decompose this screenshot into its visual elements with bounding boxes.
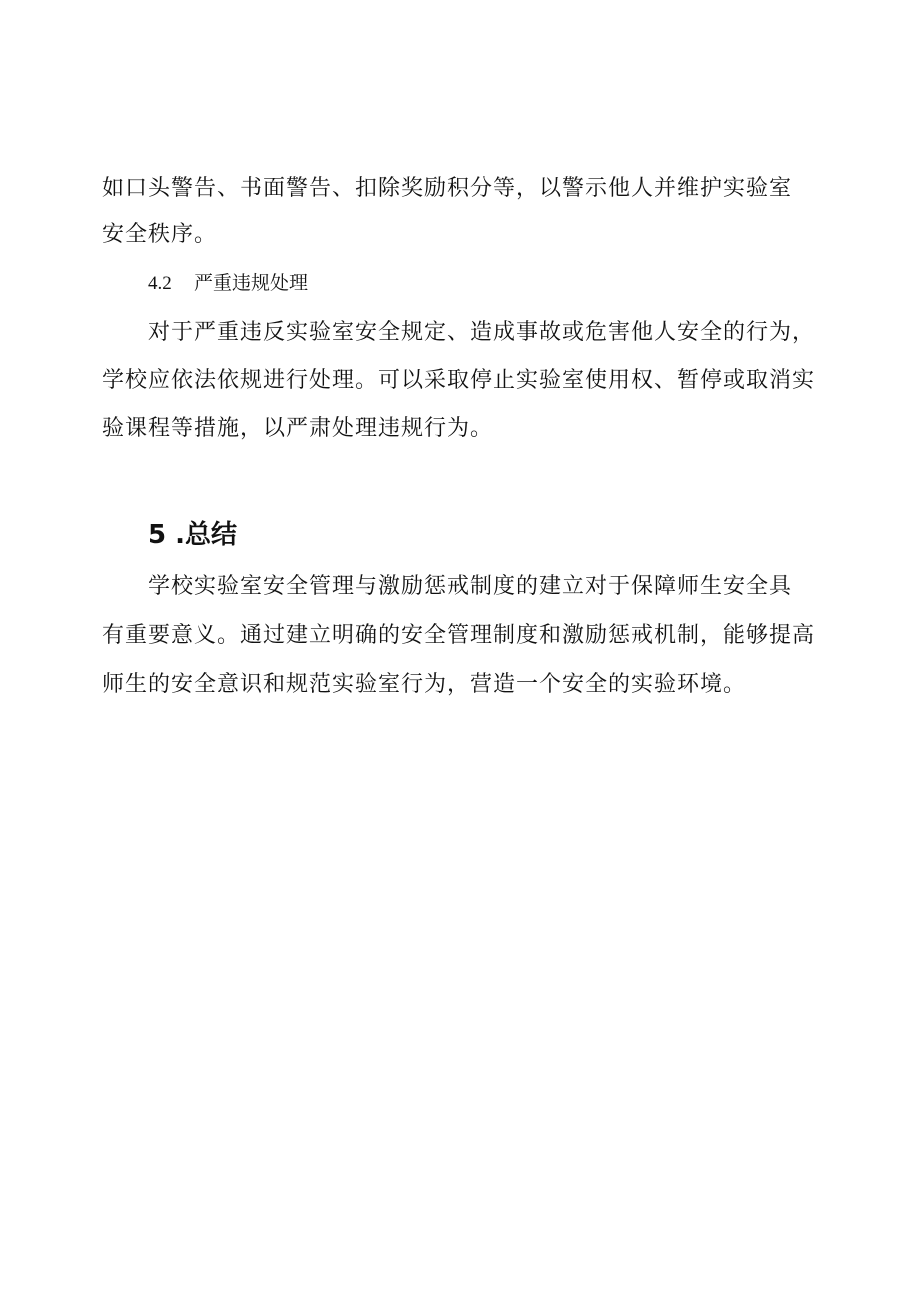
paragraph-line: 有重要意义。通过建立明确的安全管理制度和激励惩戒机制，能够提高	[102, 623, 816, 648]
subsection-number: 4.2	[148, 273, 172, 294]
paragraph-line: 学校实验室安全管理与激励惩戒制度的建立对于保障师生安全具	[148, 574, 793, 599]
paragraph-line: 安全秩序。	[102, 222, 218, 247]
section-heading: 5 .总结	[148, 520, 238, 550]
paragraph-line: 如口头警告、书面警告、扣除奖励积分等，以警示他人并维护实验室	[102, 176, 793, 201]
paragraph-line: 验课程等措施，以严肃处理违规行为。	[102, 416, 494, 441]
subsection-heading	[148, 269, 308, 298]
paragraph-line: 师生的安全意识和规范实验室行为，营造一个安全的实验环境。	[102, 672, 747, 697]
paragraph-line: 学校应依法依规进行处理。可以采取停止实验室使用权、暂停或取消实	[102, 368, 816, 393]
subsection-title: 严重违规处理	[194, 272, 309, 294]
paragraph-line: 对于严重违反实验室安全规定、造成事故或危害他人安全的行为，	[148, 320, 816, 345]
